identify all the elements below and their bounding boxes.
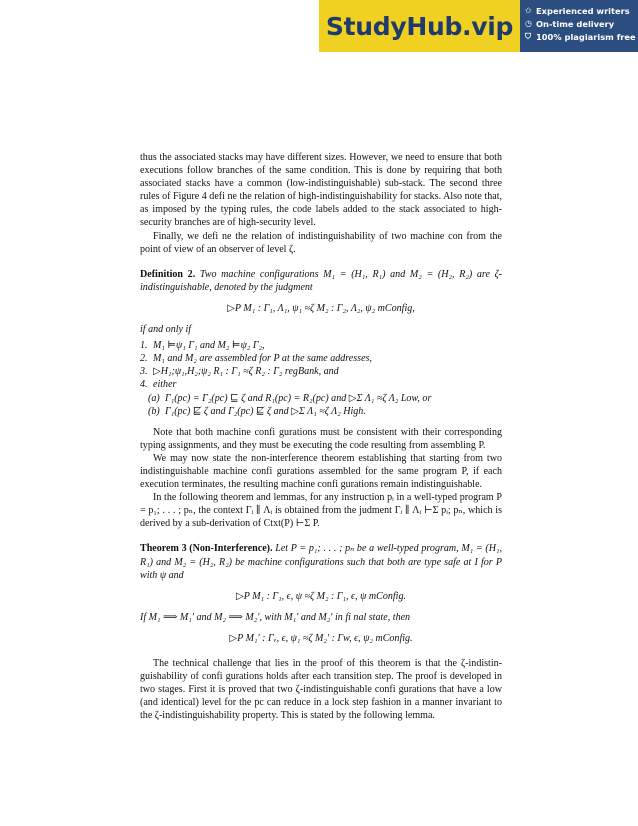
paragraph: In the following theorem and lemmas, for any instruction pᵢ in a well-typed program P = p₁; . . . ; pₙ, the context Γᵢ ∥ Λᵢ is obtained from the judment Γᵢ ∥ Λᵢ ⊢Σ pᵢ; pₙ, which is derived by a sub-derivation of Ctxt(P) ⊢Σ P. bbox=[140, 492, 502, 530]
definition-text: Two machine configurations M₁ = (H₁, R₁) and M₂ = (H₂, R₂) are ζ-indistinguishable, denoted by the judgment bbox=[140, 268, 503, 293]
paragraph: The technical challenge that lies in the proof of this theorem is that the ζ-indistin-guishability of confi gurations holds after each transition step. The proof is developed in two stages. First it is proved that two ζ-indistinguishable confi gurations that have a low (and identical) level for the pc can reduce in a lock step fashion in a manner invariant to the ζ-indistinguishability property. This is stated by the following lemma. bbox=[140, 658, 502, 722]
feature-item bbox=[525, 4, 638, 17]
promo-banner[interactable] bbox=[319, 0, 638, 52]
condition-list bbox=[140, 339, 502, 391]
theorem bbox=[140, 542, 502, 581]
theorem-formula: ▷P M₁ : Γ₁, ϵ, ψ ≈ζ M₂ : Γ₁, ϵ, ψ mConfig. bbox=[236, 590, 406, 602]
feature-item bbox=[525, 17, 638, 30]
paragraph: Finally, we defi ne the relation of indistinguishability of two machine con from the point of view of an observer of level ζ. bbox=[140, 230, 502, 255]
definition-formula: ▷P M₁ : Γ₁, Λ₁, ψ₁ ≈ζ M₂ : Γ₂, Λ₂, ψ₂ mConfig, bbox=[227, 302, 415, 314]
star-icon: ✩ bbox=[525, 6, 532, 15]
feature-panel bbox=[520, 0, 638, 52]
feature-label: 100% plagiarism free bbox=[536, 31, 636, 42]
definition bbox=[140, 268, 502, 294]
definition-title: Definition 2. bbox=[140, 268, 196, 280]
theorem-text: Let P = p₁; . . . ; pₙ be a well-typed program, M₁ = (H₁, R₁) and M₂ = (H₂, R₂) be machine configurations such that both are type safe at I for P with ψ and bbox=[140, 543, 503, 581]
sub-item: (b) Γ₁(pc) ⋢ ζ and Γ₂(pc) ⋢ ζ and ▷Σ Λ₁ ≈ζ Λ₂ High. bbox=[148, 405, 366, 417]
theorem-formula: ▷P M₁′ : Γᵥ, ϵ, ψ₁ ≈ζ M₂′ : Γw, ϵ, ψ₂ mConfig. bbox=[229, 632, 413, 644]
sub-item: (a) Γ₁(pc) = Γ₂(pc) ⊑ ζ and R₁(pc) = R₂(pc) and ▷Σ Λ₁ ≈ζ Λ₂ Low, or bbox=[148, 392, 432, 404]
list-item: 3. ▷H₁;ψ₁,H₂;ψ₂ R₁ : Γ₁ ≈ζ R₂ : Γ₂ regBank, and bbox=[140, 366, 339, 378]
theorem-title: Theorem 3 (Non-Interference). bbox=[140, 543, 273, 555]
brand-name: StudyHub.vip bbox=[325, 11, 514, 41]
feature-item bbox=[525, 30, 638, 43]
list-item: 1. M₁ ⊨ψ₁ Γ₁ and M₂ ⊨ψ₂ Γ₂, bbox=[140, 340, 265, 352]
iff-text: if and only if bbox=[140, 324, 192, 336]
paragraph: We may now state the non-interference theorem establishing that starting from two indistinguishable machine confi gurations assembled for the same program P, if each execution terminates, the resulting machine confi gurations remain indistinguishable. bbox=[140, 452, 502, 491]
studyhub-logo[interactable] bbox=[319, 0, 520, 52]
shield-icon: ⛉ bbox=[525, 31, 531, 41]
paper-page bbox=[140, 151, 502, 722]
feature-label: Experienced writers bbox=[536, 5, 630, 16]
theorem-condition: If M₁ ⟹ M₁′ and M₂ ⟹ M₂′, with M₁′ and M₂′ in fi nal state, then bbox=[140, 611, 411, 623]
paragraph: Note that both machine confi gurations must be consistent with their corresponding typing assignments, and they must be executing the code resulting from assembling P. bbox=[140, 426, 502, 451]
paragraph: thus the associated stacks may have different sizes. However, we need to ensure that both executions follow branches of the same condition. This is done by requiring that both associated stacks have a common (low-indistinguishable) sub-stack. The second three rules of Figure 4 defi ne the relation of high-indistinguishability for stacks. Also note that, as imposed by the typing rules, the code labels added to the stack associated to high-security branches are of high-security level. bbox=[140, 152, 502, 229]
list-item: 4. either bbox=[140, 379, 177, 391]
list-item: 2. M₁ and M₂ are assembled for P at the same addresses, bbox=[140, 353, 372, 365]
feature-label: On-time delivery bbox=[536, 18, 615, 29]
clock-icon: ◷ bbox=[525, 19, 532, 28]
